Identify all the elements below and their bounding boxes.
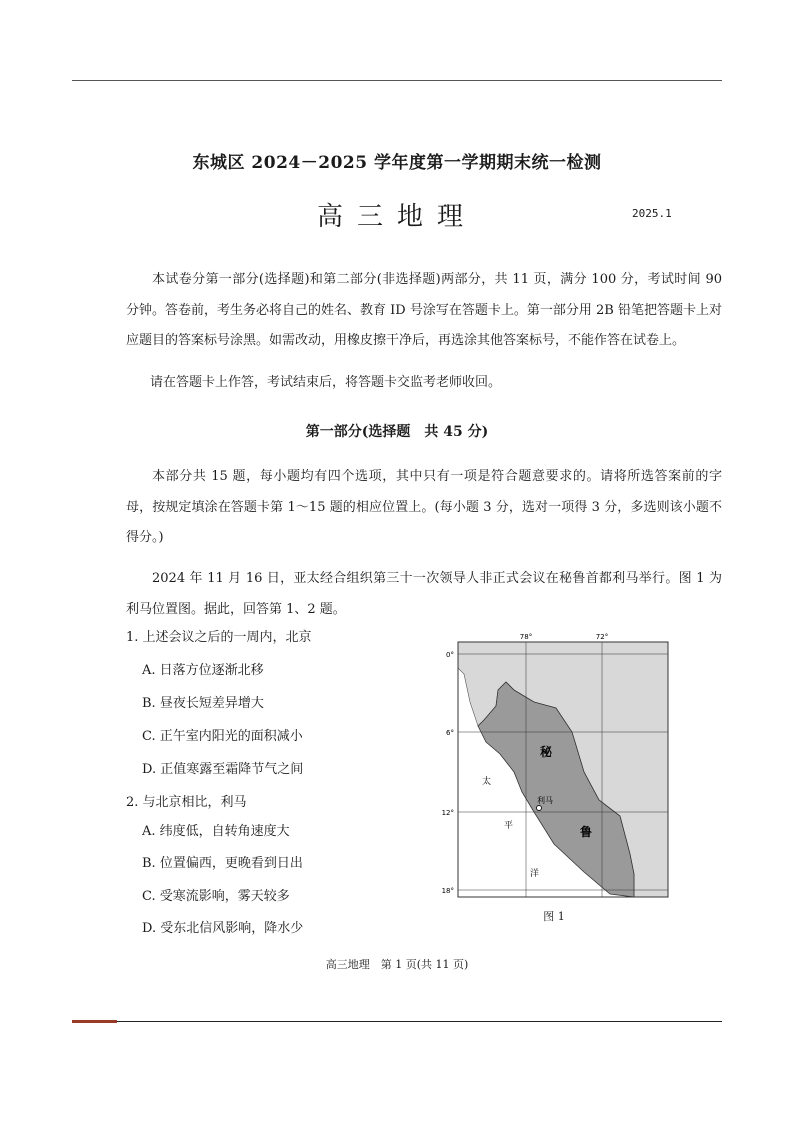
exam-title: 东城区 2024－2025 学年度第一学期期末统一检测 bbox=[192, 153, 602, 173]
lat-label-12: 12° bbox=[441, 809, 454, 817]
footer-rule-accent bbox=[72, 1020, 117, 1023]
lat-label-0: 0° bbox=[446, 651, 454, 659]
question-1-option-a: A. 日落方位逐渐北移 bbox=[142, 663, 264, 678]
question-2-option-a: A. 纬度低，自转角速度大 bbox=[142, 824, 290, 839]
question-1-option-d: D. 正值寒露至霜降节气之间 bbox=[142, 762, 304, 777]
lima-city-label: 利马 bbox=[537, 796, 553, 805]
intro-note: 请在答题卡上作答，考试结束后，将答题卡交监考老师收回。 bbox=[150, 375, 502, 390]
question-1-option-c: C. 正午室内阳光的面积减小 bbox=[142, 729, 303, 744]
ocean-label-char-1: 太 bbox=[482, 777, 492, 787]
map-svg bbox=[434, 632, 674, 902]
map-caption: 图 1 bbox=[543, 910, 565, 923]
exam-date: 2025.1 bbox=[632, 207, 672, 220]
footer-rule bbox=[72, 1021, 722, 1022]
lima-city-marker bbox=[537, 806, 542, 811]
question-context: 2024 年 11 月 16 日，亚太经合组织第三十一次领导人非正式会议在秘鲁首都利马举行。图 1 为利马位置图。据此，回答第 1、2 题。 bbox=[126, 571, 722, 617]
question-2-stem: 2. 与北京相比，利马 bbox=[126, 795, 247, 810]
question-1-stem: 1. 上述会议之后的一周内，北京 bbox=[126, 630, 312, 645]
question-2-option-b: B. 位置偏西，更晚看到日出 bbox=[142, 856, 303, 871]
question-2-option-d: D. 受东北信风影响，降水少 bbox=[142, 921, 304, 936]
subject-title: 高三地理 bbox=[316, 202, 477, 232]
country-label-char-1: 秘 bbox=[540, 745, 553, 759]
ocean-label-char-2: 平 bbox=[504, 821, 514, 831]
lat-label-6: 6° bbox=[446, 729, 454, 737]
part1-heading: 第一部分(选择题 共 45 分) bbox=[305, 424, 489, 440]
lon-label-78: 78° bbox=[519, 633, 533, 641]
intro-paragraph: 本试卷分第一部分(选择题)和第二部分(非选择题)两部分，共 11 页，满分 100 分，考试时间 90 分钟。答卷前，考生务必将自己的姓名、教育 ID 号涂写在答题卡上。第一部分用 2B 铅笔把答题卡上对应题目的答案标号涂黑。如需改动，用橡皮擦干净后，再选涂其他答案标号，不能作答在试卷上。 bbox=[126, 272, 722, 348]
lon-label-72: 72° bbox=[595, 633, 609, 641]
country-label-char-2: 鲁 bbox=[580, 825, 593, 839]
ocean-label-char-3: 洋 bbox=[530, 869, 540, 879]
lat-label-18: 18° bbox=[441, 887, 454, 895]
question-2-option-c: C. 受寒流影响，雾天较多 bbox=[142, 889, 290, 904]
lima-location-map bbox=[434, 632, 674, 932]
part1-instructions: 本部分共 15 题，每小题均有四个选项，其中只有一项是符合题意要求的。请将所选答案前的字母，按规定填涂在答题卡第 1～15 题的相应位置上。(每小题 3 分，选对一项得 3 分，多选则该小题不得分。) bbox=[126, 469, 722, 545]
header-rule bbox=[72, 80, 722, 81]
page-footer: 高三地理 第 1 页(共 11 页) bbox=[325, 958, 469, 971]
question-1-option-b: B. 昼夜长短差异增大 bbox=[142, 696, 264, 711]
